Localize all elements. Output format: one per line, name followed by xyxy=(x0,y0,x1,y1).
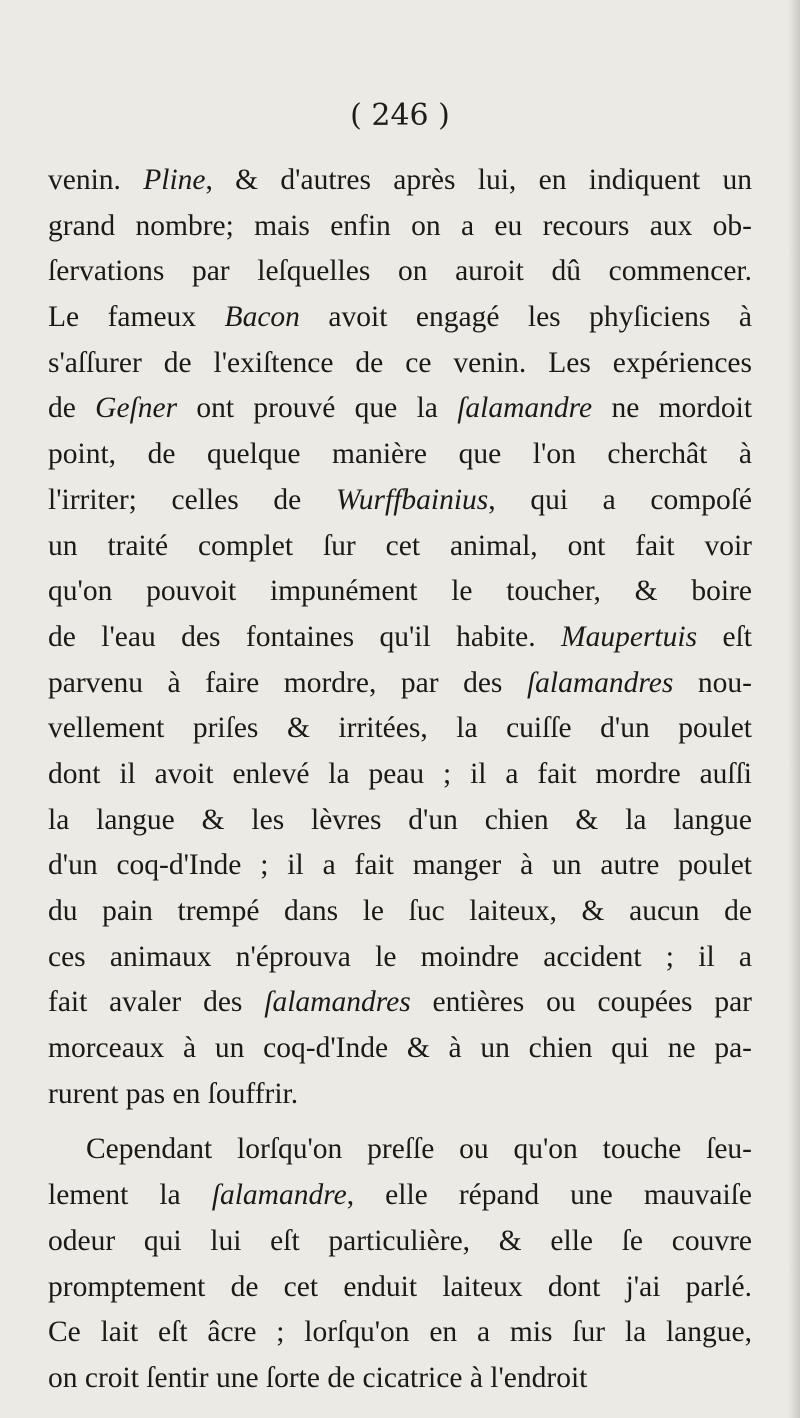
text-run: Cependant lorſqu'on preſſe ou qu'on touche ſeu- xyxy=(86,1133,752,1166)
text-line xyxy=(48,158,752,204)
text-run: de l'eau des fontaines qu'il habite. xyxy=(48,620,562,653)
text-line xyxy=(48,798,752,844)
text-run: du pain trempé dans le ſuc laiteux, & aucun de xyxy=(48,895,752,927)
text-run: ces animaux n'éprouva le moindre accident ; il a xyxy=(48,940,752,973)
text-run: de xyxy=(48,392,96,425)
text-run: morceaux à un coq-d'Inde & à un chien qui ne pa- xyxy=(48,1032,752,1065)
text-line xyxy=(48,524,752,570)
body-text xyxy=(48,158,752,1402)
text-run: l'irriter; celles de xyxy=(48,483,336,516)
text-run: parvenu à faire mordre, par des xyxy=(48,666,527,699)
text-line xyxy=(48,661,752,707)
italic-name: Maupertuis xyxy=(561,620,698,653)
text-run: promptement de cet enduit laiteux dont j'ai parlé. xyxy=(48,1270,752,1303)
text-line xyxy=(48,615,752,661)
text-run: , elle répand une mauvaiſe xyxy=(346,1179,752,1212)
text-run: nou- xyxy=(673,666,752,699)
page-edge-shadow xyxy=(788,0,800,1418)
text-run: rurent pas en ſouffrir. xyxy=(48,1077,299,1110)
paragraph-gap xyxy=(48,1117,752,1127)
text-run: , & d'autres après lui, en indiquent un xyxy=(205,164,753,196)
text-line xyxy=(48,249,752,295)
text-line xyxy=(48,1265,752,1311)
italic-name: Wurffbainius xyxy=(335,483,489,516)
text-line xyxy=(48,295,752,341)
text-line xyxy=(48,432,752,478)
text-line xyxy=(48,386,752,432)
italic-name: ſalamandre xyxy=(457,392,593,425)
text-run: avoit engagé les phyſiciens à xyxy=(299,301,752,334)
text-run: fait avaler des xyxy=(48,986,265,1019)
text-line xyxy=(48,1310,752,1356)
text-run: , qui a compoſé xyxy=(488,483,752,516)
text-run: grand nombre; mais enfin on a eu recours aux ob- xyxy=(48,209,752,242)
text-run: odeur qui lui eſt particulière, & elle ſe couvre xyxy=(48,1224,752,1257)
paragraph xyxy=(48,158,752,1117)
italic-name: Pline xyxy=(143,164,206,196)
text-line xyxy=(48,935,752,981)
text-run: qu'on pouvoit impunément le toucher, & boire xyxy=(48,575,752,608)
italic-name: Geſner xyxy=(95,392,178,425)
text-run: venin. xyxy=(48,164,144,196)
text-run: la langue & les lèvres d'un chien & la langue xyxy=(48,803,752,836)
text-run: s'aſſurer de l'exiſtence de ce venin. Les expériences xyxy=(48,346,752,379)
text-run: Le fameux xyxy=(48,301,225,334)
italic-name: ſalamandres xyxy=(264,986,411,1019)
text-line xyxy=(48,569,752,615)
text-line xyxy=(48,204,752,250)
text-line xyxy=(48,752,752,798)
text-line xyxy=(48,341,752,387)
text-run: vellement priſes & irritées, la cuiſſe d'un poulet xyxy=(48,712,752,745)
text-run: Ce lait eſt âcre ; lorſqu'on en a mis ſur la langue, xyxy=(48,1316,752,1349)
text-line xyxy=(48,889,752,935)
text-run: on croit ſentir une ſorte de cicatrice à l'endroit xyxy=(48,1361,588,1394)
text-run: d'un coq-d'Inde ; il a fait manger à un autre poulet xyxy=(48,849,752,882)
text-line xyxy=(48,706,752,752)
text-line xyxy=(48,478,752,524)
text-line xyxy=(48,1072,752,1118)
text-line xyxy=(48,1219,752,1265)
text-run: entières ou coupées par xyxy=(410,986,753,1019)
page-number: ( 246 ) xyxy=(350,98,450,133)
text-line xyxy=(48,980,752,1026)
text-run: un traité complet ſur cet animal, ont fait voir xyxy=(48,529,752,562)
text-run: ne mordoit xyxy=(592,392,753,425)
text-line xyxy=(48,1026,752,1072)
text-run: ont prouvé que la xyxy=(177,392,458,425)
text-line xyxy=(48,1173,752,1219)
text-run: ſervations par leſquelles on auroit dû commencer. xyxy=(48,255,752,288)
italic-name: ſalamandre xyxy=(211,1179,347,1212)
text-run: eſt xyxy=(697,620,752,653)
text-line xyxy=(48,843,752,889)
text-line xyxy=(48,1127,752,1173)
text-run: dont il avoit enlevé la peau ; il a fait mordre auſſi xyxy=(48,757,752,790)
text-run: lement la xyxy=(48,1179,212,1212)
paragraph xyxy=(48,1127,752,1401)
text-line xyxy=(48,1356,752,1402)
italic-name: Bacon xyxy=(224,301,300,334)
text-run: point, de quelque manière que l'on cherchât à xyxy=(48,438,752,471)
italic-name: ſalamandres xyxy=(526,666,674,699)
